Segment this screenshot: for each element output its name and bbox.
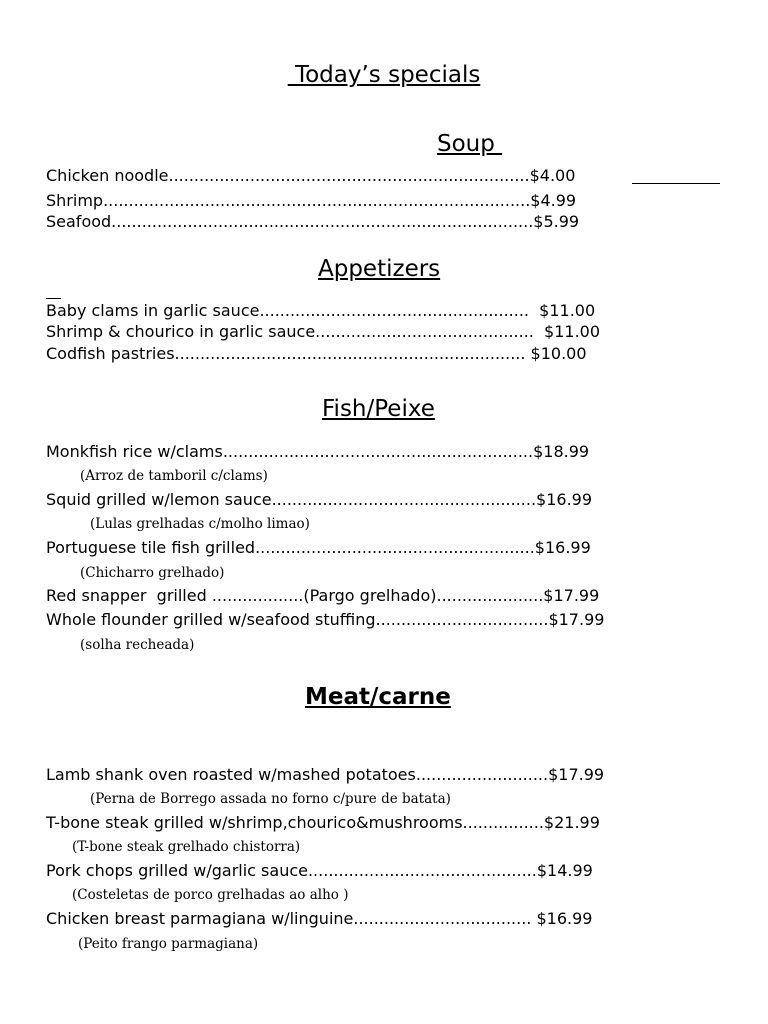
menu-item-chicken-parmagiana: Chicken breast parmagiana w/linguine................................... $16.99 (46, 909, 593, 928)
underline-rule (632, 183, 720, 184)
underline-rule-small (46, 298, 61, 299)
menu-item-red-snapper: Red snapper grilled ..................(Pargo grelhado).....................$17.99 (46, 586, 600, 605)
section-heading-appetizers: Appetizers (318, 256, 441, 282)
menu-item-translation: (Perna de Borrego assada no forno c/pure de batata) (90, 791, 451, 807)
menu-item-translation: (Lulas grelhadas c/molho limao) (90, 516, 310, 532)
menu-item-baby-clams: Baby clams in garlic sauce..................................................... $11.00 (46, 301, 596, 320)
menu-item-shrimp-chourico: Shrimp & chourico in garlic sauce........................................... $11.00 (46, 322, 601, 341)
menu-item-squid-grilled: Squid grilled w/lemon sauce....................................................$16.99 (46, 490, 593, 509)
menu-item-translation: (T-bone steak grelhado chistorra) (72, 839, 301, 855)
menu-item-pork-chops: Pork chops grilled w/garlic sauce.............................................$14.99 (46, 861, 593, 880)
menu-item-seafood-soup: Seafood...................................................................................$5.99 (46, 212, 580, 231)
menu-item-translation: (Chicharro grelhado) (80, 565, 225, 581)
menu-item-codfish-pastries: Codfish pastries..................................................................... $10.00 (46, 344, 587, 363)
menu-item-chicken-noodle: Chicken noodle.......................................................................$4.00 (46, 166, 576, 185)
menu-item-lamb-shank: Lamb shank oven roasted w/mashed potatoes..........................$17.99 (46, 765, 605, 784)
menu-item-translation: (Arroz de tamboril c/clams) (80, 468, 268, 484)
section-heading-meat: Meat/carne (305, 684, 451, 710)
menu-item-translation: (Peito frango parmagiana) (78, 936, 259, 952)
menu-item-translation: (solha recheada) (80, 637, 195, 653)
section-heading-fish: Fish/Peixe (322, 396, 435, 422)
page-title: Today’s specials (287, 62, 481, 88)
menu-item-shrimp-soup: Shrimp....................................................................................$4.99 (46, 191, 577, 210)
menu-item-tile-fish: Portuguese tile fish grilled.......................................................$16.99 (46, 538, 591, 557)
section-heading-soup: Soup (437, 131, 503, 157)
menu-item-t-bone-steak: T-bone steak grilled w/shrimp,chourico&mushrooms................$21.99 (46, 813, 600, 832)
menu-item-translation: (Costeletas de porco grelhadas ao alho ) (72, 887, 349, 903)
menu-item-whole-flounder: Whole flounder grilled w/seafood stuffing..................................$17.99 (46, 610, 605, 629)
menu-item-monkfish-rice: Monkfish rice w/clams.............................................................$18.99 (46, 442, 590, 461)
